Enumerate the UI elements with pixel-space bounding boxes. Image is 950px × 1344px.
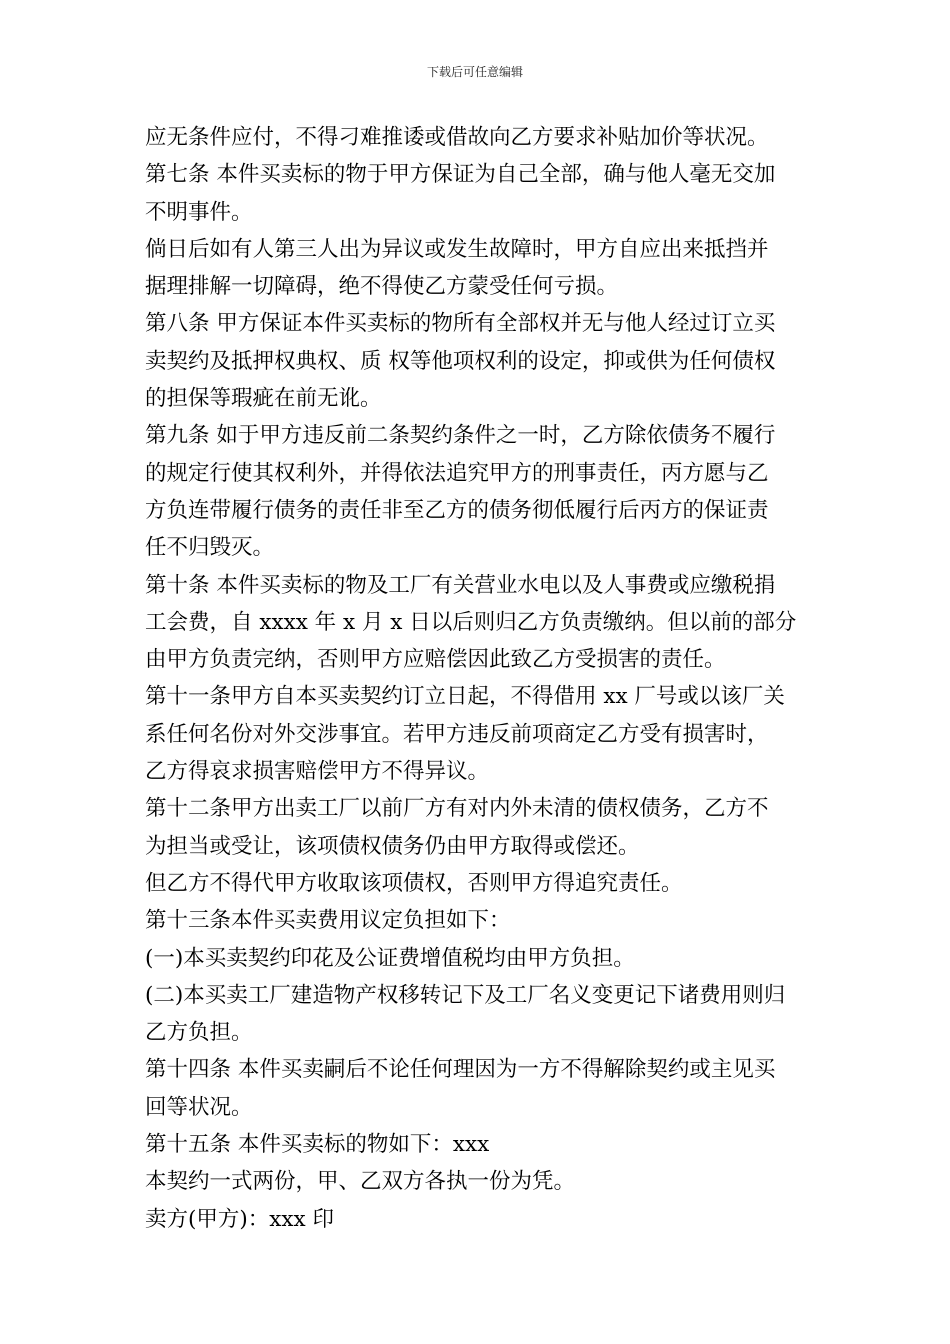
text-line: 第十三条本件买卖费用议定负担如下： xyxy=(145,908,511,934)
text-line: 第七条 本件买卖标的物于甲方保证为自己全部，确与他人毫无交加 xyxy=(145,162,776,188)
text-line: 乙方得哀求损害赔偿甲方不得异议。 xyxy=(145,759,490,785)
text-line: 应无条件应付，不得刁难推诿或借故向乙方要求补贴加价等状况。 xyxy=(145,125,769,150)
text-line: 卖方(甲方)：xxx 印 xyxy=(145,1206,334,1232)
text-line: 由甲方负责完纳，否则甲方应赔偿因此致乙方受损害的责任。 xyxy=(145,647,726,673)
text-line: 系任何名份对外交涉事宜。若甲方违反前项商定乙方受有损害时， xyxy=(145,721,769,747)
text-line: 本契约一式两份，甲、乙双方各执一份为凭。 xyxy=(145,1169,576,1195)
text-line: 任不归毁灭。 xyxy=(145,535,275,561)
text-line: 第九条 如于甲方违反前二条契约条件之一时，乙方除依债务不履行 xyxy=(145,423,776,449)
text-line: 的担保等瑕疵在前无讹。 xyxy=(145,386,382,412)
text-line: (二)本买卖工厂建造物产权移转记下及工厂名义变更记下诸费用则归 xyxy=(145,982,786,1008)
text-line: 卖契约及抵押权典权、质 权等他项权利的设定，抑或供为任何债权 xyxy=(145,348,776,374)
text-line: 的规定行使其权利外，并得依法追究甲方的刑事责任，丙方愿与乙 xyxy=(145,460,769,486)
text-line: 第十一条甲方自本买卖契约订立日起，不得借用 xx 厂号或以该厂关 xyxy=(145,684,785,710)
text-line: 第十四条 本件买卖嗣后不论任何理因为一方不得解除契约或主见买 xyxy=(145,1057,776,1083)
text-line: 第十二条甲方出卖工厂以前厂方有对内外未清的债权债务，乙方不 xyxy=(145,796,769,822)
text-line: 为担当或受让，该项债权债务仍由甲方取得或偿还。 xyxy=(145,833,640,859)
text-line: 回等状况。 xyxy=(145,1094,253,1120)
text-line: 方负连带履行债务的责任非至乙方的债务彻低履行后丙方的保证责 xyxy=(145,497,769,523)
text-line: 不明事件。 xyxy=(145,199,253,225)
text-line: 但乙方不得代甲方收取该项债权，否则甲方得追究责任。 xyxy=(145,870,683,896)
text-line: 倘日后如有人第三人出为异议或发生故障时，甲方自应出来抵挡并 xyxy=(145,236,769,262)
document-body xyxy=(145,119,815,1238)
text-line: 第十五条 本件买卖标的物如下：xxx xyxy=(145,1132,490,1158)
text-line: 第八条 甲方保证本件买卖标的物所有全部权并无与他人经过订立买 xyxy=(145,311,776,337)
text-line: 乙方负担。 xyxy=(145,1020,253,1046)
text-line: 据理排解一切障碍，绝不得使乙方蒙受任何亏损。 xyxy=(145,274,619,300)
text-line: 第十条 本件买卖标的物及工厂有关营业水电以及人事费或应缴税捐 xyxy=(145,572,776,598)
text-line: (一)本买卖契约印花及公证费增值税均由甲方负担。 xyxy=(145,945,635,971)
page-header: 下载后可任意编辑 xyxy=(426,65,523,79)
text-line: 工会费，自 xxxx 年 x 月 x 日以后则归乙方负责缴纳。但以前的部分 xyxy=(145,609,797,635)
